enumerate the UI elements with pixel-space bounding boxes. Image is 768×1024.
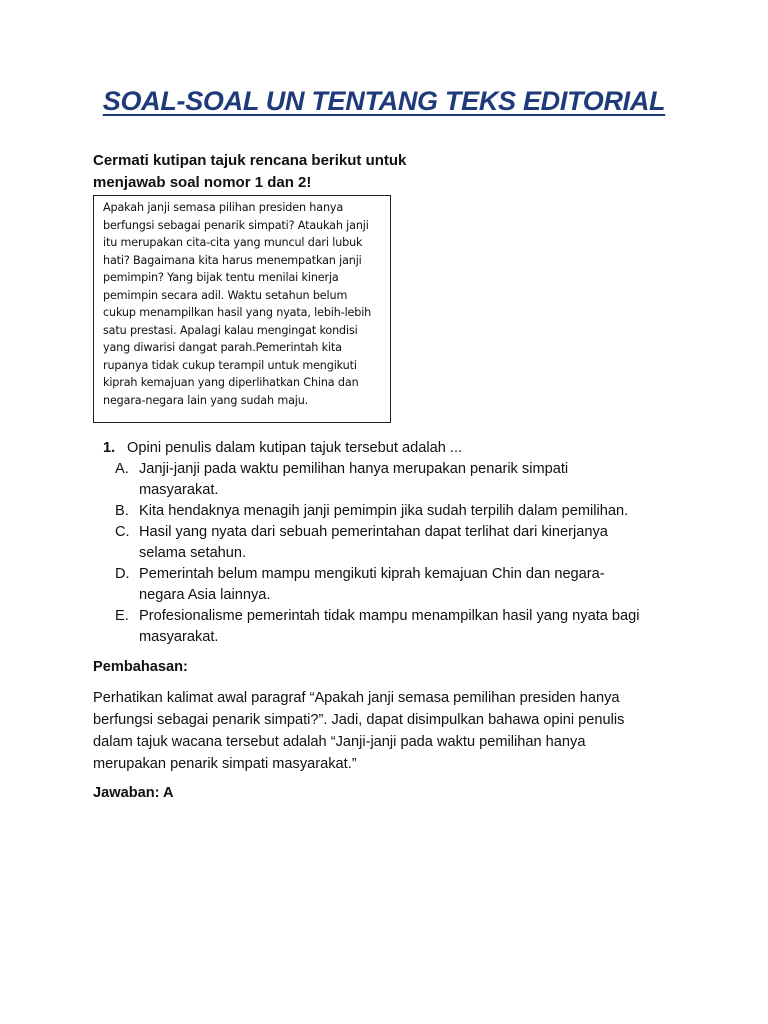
discussion-line: dalam tajuk wacana tersebut adalah “Janji-janji pada waktu pemilihan hanya <box>93 734 586 750</box>
excerpt-line: cukup menampilkan hasil yang nyata, lebih-lebih <box>103 306 372 319</box>
option-letter: C. <box>115 524 130 540</box>
option-line: selama setahun. <box>139 545 247 561</box>
excerpt-line: Apakah janji semasa pilihan presiden hanya <box>103 201 344 214</box>
question-text: Opini penulis dalam kutipan tajuk tersebut adalah ... <box>127 440 463 456</box>
excerpt-line: hati? Bagaimana kita harus menempatkan janji <box>103 253 362 267</box>
option-line: masyarakat. <box>139 629 219 645</box>
page-title <box>0 86 768 117</box>
discussion-line: Perhatikan kalimat awal paragraf “Apakah janji semasa pemilihan presiden hanya <box>93 690 620 706</box>
discussion-paragraph <box>93 687 693 775</box>
option-line: Janji-janji pada waktu pemilihan hanya merupakan penarik simpati <box>139 461 569 477</box>
question-number: 1. <box>103 440 116 456</box>
excerpt-line: negara-negara lain yang sudah maju. <box>103 393 309 407</box>
option-letter: B. <box>115 503 129 519</box>
question-stem <box>103 437 683 459</box>
option-letter: E. <box>115 608 129 624</box>
excerpt-line: satu prestasi. Apalagi kalau mengingat kondisi <box>103 323 358 337</box>
excerpt-line: pemimpin? Yang bijak tentu menilai kinerja <box>103 271 339 284</box>
excerpt-line: kiprah kemajuan yang diperlihatkan China dan <box>103 376 359 389</box>
question-1 <box>103 437 683 648</box>
excerpt-line: pemimpin secara adil. Waktu setahun belum <box>103 288 348 302</box>
excerpt-line: itu merupakan cita-cita yang muncul dari lubuk <box>103 236 363 249</box>
discussion-line: berfungsi sebagai penarik simpati?”. Jadi, dapat disimpulkan bahawa opini penulis <box>93 712 625 728</box>
option-line: Pemerintah belum mampu mengikuti kiprah kemajuan Chin dan negara- <box>139 566 605 582</box>
answer-label: Jawaban: A <box>93 785 174 801</box>
intro-line: Cermati kutipan tajuk rencana berikut untuk <box>93 152 407 169</box>
page-title-text: SOAL-SOAL UN TENTANG TEKS EDITORIAL <box>102 86 666 116</box>
option-e <box>103 606 683 648</box>
option-line: Hasil yang nyata dari sebuah pemerintahan dapat terlihat dari kinerjanya <box>139 524 608 540</box>
excerpt-line: rupanya tidak cukup terampil untuk mengikuti <box>103 358 357 372</box>
excerpt-line: yang diwarisi dangat parah.Pemerintah kita <box>103 341 342 354</box>
option-line: negara Asia lainnya. <box>139 587 271 603</box>
option-line: masyarakat. <box>139 482 219 498</box>
discussion-heading: Pembahasan: <box>93 659 188 675</box>
excerpt-line: berfungsi sebagai penarik simpati? Ataukah janji <box>103 218 369 232</box>
option-b <box>103 501 683 522</box>
editorial-excerpt-box <box>93 195 391 423</box>
intro-line: menjawab soal nomor 1 dan 2! <box>93 174 312 191</box>
discussion-line: merupakan penarik simpati masyarakat.” <box>93 756 357 772</box>
intro-instruction <box>93 150 433 194</box>
option-line: Kita hendaknya menagih janji pemimpin jika sudah terpilih dalam pemilihan. <box>139 503 629 519</box>
option-a <box>103 459 683 501</box>
option-c <box>103 522 683 564</box>
option-d <box>103 564 683 606</box>
option-line: Profesionalisme pemerintah tidak mampu menampilkan hasil yang nyata bagi <box>139 608 640 624</box>
option-letter: D. <box>115 566 130 582</box>
option-letter: A. <box>115 461 129 477</box>
